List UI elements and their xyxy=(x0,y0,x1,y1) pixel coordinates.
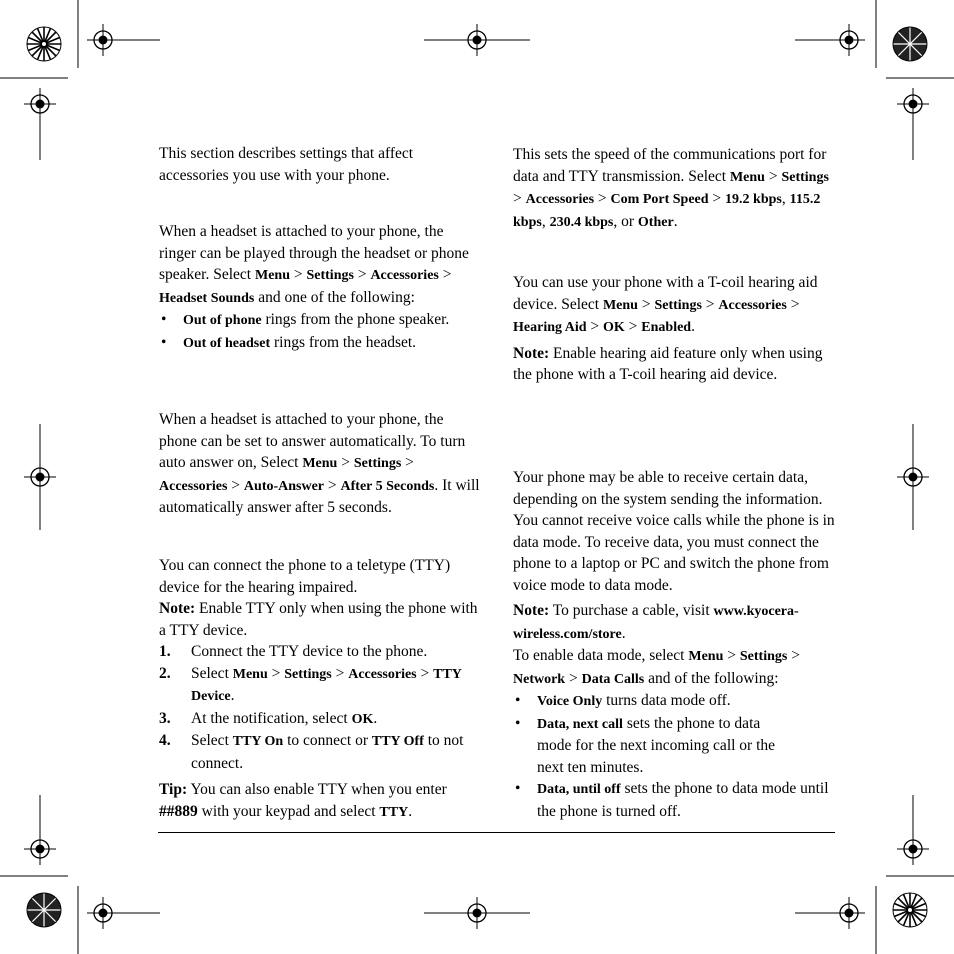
speed-option: 19.2 kbps xyxy=(725,192,782,207)
path-enabled: Enabled xyxy=(641,320,692,335)
path-headset-sounds: Headset Sounds xyxy=(159,290,255,306)
headset-options-list xyxy=(159,309,483,354)
option-desc: sets the phone to data mode for the next incoming call or the next ten minutes. xyxy=(537,714,776,776)
option-label: Out of phone xyxy=(183,313,262,328)
intro-paragraph: This section describes settings that affect accessories you use with your phone. xyxy=(159,145,414,184)
step-post: to not connect. xyxy=(191,732,464,772)
path-com-port-speed: Com Port Speed xyxy=(610,192,709,207)
path-menu: Menu xyxy=(688,649,724,664)
option-desc: rings from the headset. xyxy=(274,333,417,351)
list-item: 3. At the notification, select OK. xyxy=(159,708,483,731)
note-label: Note: xyxy=(513,602,550,619)
hearing-aid-text: You can use your phone with a T-coil hearing aid device. Select xyxy=(513,274,818,313)
path-settings: Settings xyxy=(781,169,829,185)
ok-option: OK xyxy=(351,711,374,727)
data-options-list xyxy=(513,690,837,822)
note-label: Note: xyxy=(159,600,196,617)
tip-code: ##889 xyxy=(159,802,198,820)
path-ok: OK xyxy=(603,320,625,335)
step-text: Select xyxy=(191,664,229,682)
list-item xyxy=(159,641,483,663)
note-label: Note: xyxy=(513,344,550,362)
list-item xyxy=(159,730,483,774)
step-text: Connect the TTY device to the phone. xyxy=(191,643,428,660)
option-desc: rings from the phone speaker. xyxy=(265,311,450,328)
path-accessories: Accessories xyxy=(370,268,439,283)
list-item: 2. Select Menu > Settings > Accessories > TTY Device. xyxy=(159,664,462,704)
path-settings: Settings xyxy=(654,297,702,313)
speed-option: 115.2 kbps xyxy=(513,192,821,230)
path-accessories: Accessories xyxy=(348,666,417,682)
headset-sounds-tail: and one of the following: xyxy=(258,288,415,306)
tty-steps xyxy=(159,641,483,774)
data-enable: To enable data mode, select Menu > Settings > Network > Data Calls and of the following: xyxy=(513,647,800,687)
path-settings: Settings xyxy=(353,456,402,471)
option-desc: sets the phone to data mode until the phone is turned off. xyxy=(537,780,829,820)
tty-section xyxy=(159,555,483,823)
path-settings: Settings xyxy=(739,649,788,664)
tip-tty: TTY xyxy=(379,804,409,820)
or-text: or xyxy=(621,212,635,230)
auto-answer-text: When a headset is attached to your phone, the phone can be set to answer automatically. To turn auto answer on, Select xyxy=(159,411,466,471)
tty-note xyxy=(159,598,483,641)
path-menu: Menu xyxy=(302,456,338,471)
note-text: Enable TTY only when using the phone with a TTY device. xyxy=(159,600,478,639)
com-port-section: This sets the speed of the communications port for data and TTY transmission. Select Menu > Settings > Accessories > Com Port Speed > 19.2 kbps, 115.2 kbps, 230.4 kbps, or Other. xyxy=(513,146,829,230)
tty-tip: Tip: You can also enable TTY when you enter ##889 with your keypad and select TTY. xyxy=(159,781,447,820)
tip-text: You can also enable TTY when you enter xyxy=(190,781,447,798)
headset-sounds-text: When a headset is attached to your phone, the ringer can be played through the headset or phone speaker. Select xyxy=(159,223,469,283)
path-settings: Settings xyxy=(306,268,354,283)
list-item xyxy=(513,778,837,822)
path-menu: Menu xyxy=(729,169,765,185)
path-menu: Menu xyxy=(254,268,290,283)
hearing-aid-section: You can use your phone with a T-coil hearing aid device. Select Menu > Settings > Accessories > Hearing Aid > OK > Enabled. Note: Enable hearing aid feature only when using the phone with a T-coil hearing aid device. xyxy=(513,272,837,386)
path-accessories: Accessories xyxy=(525,192,595,207)
data-note: Note: To purchase a cable, visit www.kyocera-wireless.com/store. xyxy=(513,602,799,642)
tty-on-option: TTY On xyxy=(232,734,284,749)
path-menu: Menu xyxy=(232,666,268,682)
list-item xyxy=(513,713,837,779)
step-text: At the notification, select xyxy=(191,709,348,727)
tip-mid: with your keypad and select xyxy=(201,802,376,820)
tty-text: You can connect the phone to a teletype (TTY) device for the hearing impaired. xyxy=(159,557,451,596)
step-number: 3. xyxy=(159,709,171,727)
path-accessories: Accessories xyxy=(718,297,787,313)
option-label: Voice Only xyxy=(537,694,603,709)
path-after-5-seconds: After 5 Seconds xyxy=(340,478,435,494)
path-accessories: Accessories xyxy=(159,478,228,494)
enable-text: To enable data mode, select xyxy=(513,647,685,664)
step-number: 2. xyxy=(159,664,171,682)
auto-answer-section: When a headset is attached to your phone, the phone can be set to answer automatically. To turn auto answer on, Select Menu > Settings > Accessories > Auto-Answer > After 5 Seconds. It will automatically answer after 5 seconds. xyxy=(159,411,480,516)
tty-off-option: TTY Off xyxy=(371,734,424,749)
store-url: www.kyocera-wireless.com/store xyxy=(513,604,799,642)
path-tty-device: TTY Device xyxy=(191,666,462,704)
speed-option-other: Other xyxy=(637,214,674,230)
list-item xyxy=(513,690,837,713)
option-label: Data, next call xyxy=(537,716,623,732)
option-label: Data, until off xyxy=(537,782,621,797)
option-label: Out of headset xyxy=(183,335,271,351)
auto-answer-tail: It will automatically answer after 5 seconds. xyxy=(159,476,480,516)
path-hearing-aid: Hearing Aid xyxy=(513,320,587,335)
path-data-calls: Data Calls xyxy=(581,671,645,687)
path-network: Network xyxy=(513,671,566,687)
speed-option: 230.4 kbps xyxy=(549,214,614,230)
headset-sounds-section: When a headset is attached to your phone, the ringer can be played through the headset or phone speaker. Select Menu > Settings > Accessories > Headset Sounds and one of the following: • Out of phone rings from the phone speaker. • Out of headset rings from the headset. xyxy=(159,221,483,354)
enable-tail: and of the following: xyxy=(648,669,779,687)
step-number: 1. xyxy=(159,643,171,660)
hearing-aid-note xyxy=(513,343,837,386)
data-section xyxy=(513,467,837,822)
note-text: Enable hearing aid feature only when using the phone with a T-coil hearing aid device. xyxy=(513,344,823,383)
path-menu: Menu xyxy=(602,297,638,313)
step-text: Select xyxy=(191,732,229,749)
path-auto-answer: Auto-Answer xyxy=(243,478,325,494)
list-item xyxy=(159,332,483,355)
com-port-text: This sets the speed of the communications port for data and TTY transmission. Select xyxy=(513,146,827,185)
footer-rule xyxy=(158,832,835,833)
data-text: Your phone may be able to receive certain data, depending on the system sending the information. You cannot receive voice calls while the phone is in data mode. To receive data, you must connect the phone to a laptop or PC and switch the phone from voice mode to data mode. xyxy=(513,469,835,594)
tip-label: Tip: xyxy=(159,781,188,798)
path-settings: Settings xyxy=(284,666,332,682)
step-mid: to connect or xyxy=(287,732,368,749)
option-desc: turns data mode off. xyxy=(606,692,731,709)
list-item xyxy=(159,309,483,332)
note-text: To purchase a cable, visit xyxy=(552,602,710,619)
step-number: 4. xyxy=(159,732,171,749)
